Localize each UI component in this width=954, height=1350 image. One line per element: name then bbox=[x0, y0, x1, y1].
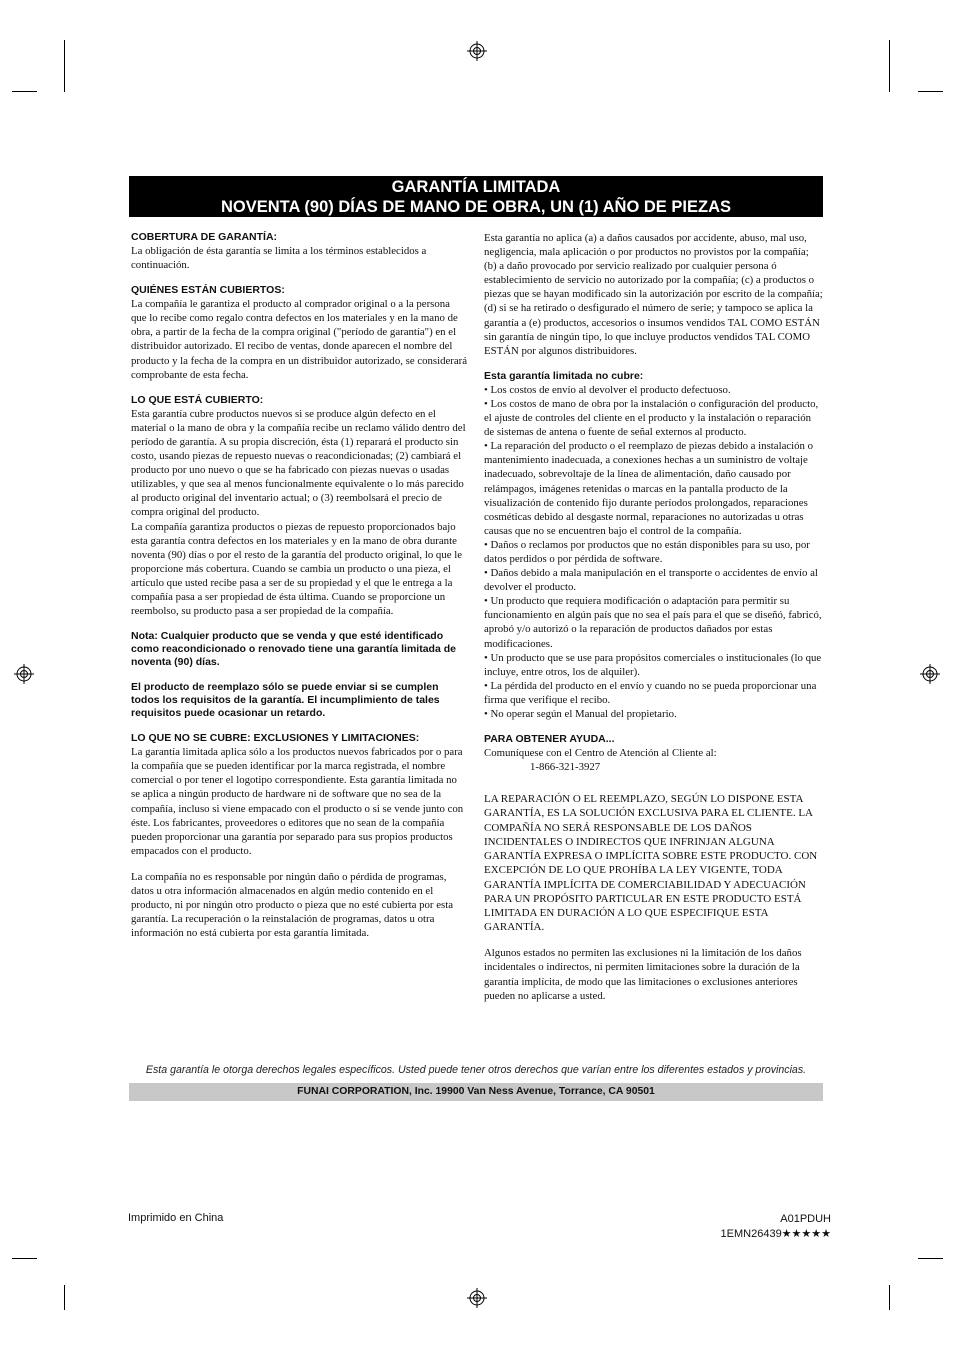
ayuda-text: Comuníquese con el Centro de Atención al Cliente al: bbox=[484, 747, 717, 760]
list-item: • La reparación del producto o el reemplazo de piezas debido a instalación o mantenimiento inadecuada, a conexiones hechas a un suministro de voltaje inadecuado, sobrevoltaje de la línea de alimentación, daño causado por relámpagos, imágenes retenidas o marcas en la pantalla producto de la visualización de contenido fijo durante períodos prolongados, reparaciones cosméticas debido al desgaste normal, reparaciones no autorizadas u otras causas que no se encuentren bajo el control de la compañía. bbox=[484, 440, 814, 537]
title-line-2: NOVENTA (90) DÍAS DE MANO DE OBRA, UN (1) AÑO DE PIEZAS bbox=[220, 198, 731, 216]
crop-mark bbox=[889, 1285, 890, 1310]
reemplazo-text: El producto de reemplazo sólo se puede enviar si se cumplen todos los requisitos de la garantía. El incumplimiento de tales requisitos puede ocasionar un retardo. bbox=[131, 681, 440, 720]
phone-number: 1-866-321-3927 bbox=[530, 761, 601, 774]
responsable-text: La compañía no es responsable por ningún daño o pérdida de programas, datos u otra información almacenados en algún medio contenido en el producto, ni por ningún otro producto o pieza que no esté cubierta por esta garantía. La recuperación o la reinstalación de programas, datos u otra información no está cubierta por esta garantía limitada. bbox=[131, 870, 454, 940]
list-item: • Daños debido a mala manipulación en el transporte o accidentes de envío al devolver el producto. bbox=[484, 567, 818, 594]
list-item: • Daños o reclamos por productos que no están disponibles para su uso, por datos perdidos o por pérdida de software. bbox=[484, 538, 810, 565]
cobertura-text: La obligación de ésta garantía se limita a los términos establecidos a continuación. bbox=[131, 245, 427, 272]
footer-note: Esta garantía le otorga derechos legales específicos. Usted puede tener otros derechos que varían entre los diferentes estados y provincias. bbox=[145, 1064, 807, 1076]
title-line-1: GARANTÍA LIMITADA bbox=[391, 178, 561, 196]
crop-mark bbox=[64, 1285, 65, 1310]
list-item: • La pérdida del producto en el envío y cuando no se pueda proporcionar una firma que verifique el recibo. bbox=[484, 679, 817, 706]
company-bar: FUNAI CORPORATION, Inc. 19900 Van Ness Avenue, Torrance, CA 90501 bbox=[129, 1083, 823, 1101]
printed-in: Imprimido en China bbox=[128, 1212, 224, 1224]
no-cubre-list bbox=[484, 383, 823, 721]
crop-mark bbox=[918, 1258, 943, 1259]
registration-mark-icon bbox=[467, 1288, 487, 1308]
document-codes bbox=[721, 1212, 831, 1242]
crop-mark bbox=[889, 40, 890, 92]
registration-mark-icon bbox=[920, 664, 940, 684]
caps-disclaimer: LA REPARACIÓN O EL REEMPLAZO, SEGÚN LO DISPONE ESTA GARANTÍA, ES LA SOLUCIÓN EXCLUSIVA PARA EL CLIENTE. LA COMPAÑÍA NO SERÁ RESPONSABLE DE LOS DAÑOS INCIDENTALES O INDIRECTOS QUE INFRINJAN ALGUNA GARANTÍA EXPRESA O IMPLÍCITA SOBRE ESTE PRODUCTO. CON EXCEPCIÓN DE LO QUE PROHÍBA LA LEY VIGENTE, TODA GARANTÍA IMPLÍCITA DE COMERCIABILIDAD Y ADECUACIÓN PARA UN PROPÓSITO PARTICULAR EN ESTE PRODUCTO ESTÁ LIMITADA EN DURACIÓN A LO QUE ESPECIFIQUE ESTA GARANTÍA. bbox=[484, 793, 818, 934]
cubierto-text-2: La compañía garantiza productos o piezas de repuesto proporcionados bajo esta garantía contra defectos en los materiales y en la mano de obra durante noventa (90) días o por el resto de la garantía del producto original, lo que le proporcione más cobertura. Cuando se cambia un producto o una pieza, el artículo que usted recibe pasa a ser de su propiedad y el que le entrega a la compañía pasa a ser propiedad de ésta última. Cuando se proporcione un reembolso, su producto pasa a ser propiedad de la compañía. bbox=[131, 520, 462, 618]
list-item: • Los costos de envío al devolver el producto defectuoso. bbox=[484, 383, 731, 396]
list-item: • Un producto que se use para propósitos comerciales o institucionales (lo que incluye, entre otros, los de alquiler). bbox=[484, 651, 822, 678]
code-line-2: 1EMN26439★★★★★ bbox=[720, 1228, 831, 1240]
exclusiones-text: La garantía limitada aplica sólo a los productos nuevos fabricados por o para la compañía que se pueden identificar por la marca registrada, el nombre comercial o por tener el logotipo correspondiente. Esta garantía limitada no se aplica a ningún producto de hardware ni de software que no sea de la compañía, incluso si viene empacado con el producto o si se vende junto con éste. Los fabricantes, proveedores o editores que no sean de la compañía pueden proporcionar una garantía por separado para sus propios productos empacados con el producto. bbox=[131, 746, 464, 857]
quienes-text: La compañía le garantiza el producto al comprador original o a la persona que lo recibe como regalo contra defectos en los materiales y en la mano de obra, a partir de la fecha de la compra original ("período de garantía") en el distribuidor autorizado. El recibo de ventas, donde aparecen el nombre del producto y la fecha de la compra en un distribuidor autorizado, se considerará comprobante de esta fecha. bbox=[131, 298, 468, 381]
exclusiones-heading: LO QUE NO SE CUBRE: EXCLUSIONES Y LIMITACIONES: bbox=[131, 732, 420, 745]
crop-mark bbox=[918, 91, 943, 92]
cobertura-heading: COBERTURA DE GARANTÍA: bbox=[131, 231, 278, 243]
quienes-heading: QUIÉNES ESTÁN CUBIERTOS: bbox=[131, 284, 285, 297]
no-cubre-heading: Esta garantía limitada no cubre: bbox=[484, 369, 644, 382]
estados-text: Algunos estados no permiten las exclusiones ni la limitación de los daños incidentales o indirectos, ni permiten limitaciones sobre la duración de la garantía implícita, de modo que las limitaciones o exclusiones anteriores pueden no aplicarse a usted. bbox=[484, 947, 802, 1002]
list-item: • No operar según el Manual del propietario. bbox=[484, 708, 677, 720]
code-line-1: A01PDUH bbox=[780, 1213, 831, 1225]
right-column bbox=[484, 231, 823, 1015]
registration-mark-icon bbox=[14, 664, 34, 684]
ayuda-heading: PARA OBTENER AYUDA... bbox=[484, 733, 615, 746]
list-item: • Un producto que requiera modificación o adaptación para permitir su funcionamiento en algún país que no sea el país para el que se diseñó, fabricó, aprobó y/o autorizó o la reparación de productos dañados por estas modificaciones. bbox=[484, 595, 822, 650]
crop-mark bbox=[12, 91, 37, 92]
cubierto-text-1: Esta garantía cubre productos nuevos si se produce algún defecto en el material o la mano de obra y la compañía recibe un reclamo válido dentro del período de garantía. A su propia discreción, ésta (1) reparará el producto sin costo, usando piezas de repuesto nuevas o reacondicionadas; (2) cambiará el producto por uno nuevo o que se ha fabricado con piezas nuevas o usadas utilizables, y que sea al menos funcionalmente equivalente o lo más parecido al producto original del inventario actual; o (3) reembolsará el precio de compra original del producto. bbox=[131, 407, 466, 519]
nota-text: Nota: Cualquier producto que se venda y que esté identificado como reacondicionado o renovado tiene una garantía limitada de noventa (90) días. bbox=[131, 630, 456, 669]
crop-mark bbox=[12, 1258, 37, 1259]
crop-mark bbox=[64, 40, 65, 92]
left-column bbox=[131, 231, 468, 952]
list-item: • Los costos de mano de obra por la instalación o configuración del producto, el ajuste de controles del cliente en el producto y la instalación o reparación de sistemas de antena o fuente de señal externos al producto. bbox=[484, 397, 819, 439]
registration-mark-icon bbox=[467, 41, 487, 61]
title-bar bbox=[129, 176, 823, 217]
cubierto-heading: LO QUE ESTÁ CUBIERTO: bbox=[131, 393, 264, 406]
no-aplica-text: Esta garantía no aplica (a) a daños causados por accidente, abuso, mal uso, negligencia, mala aplicación o por productos no provistos por la compañía; (b) a daño provocado por servicio realizado por cualquier persona ó establecimiento de servicio no autorizado por la compañía; (c) a productos o piezas que se hayan modificado sin la autorización por escrito de la compañía; (d) si se ha retirado o desfigurado el número de serie; y tampoco se aplica la garantía a (e) productos, accesorios o insumos vendidos TAL COMO ESTÁN sin garantía de ningún tipo, lo que incluye productos vendidos TAL COMO ESTÁN por algunos distribuidores. bbox=[484, 232, 823, 357]
